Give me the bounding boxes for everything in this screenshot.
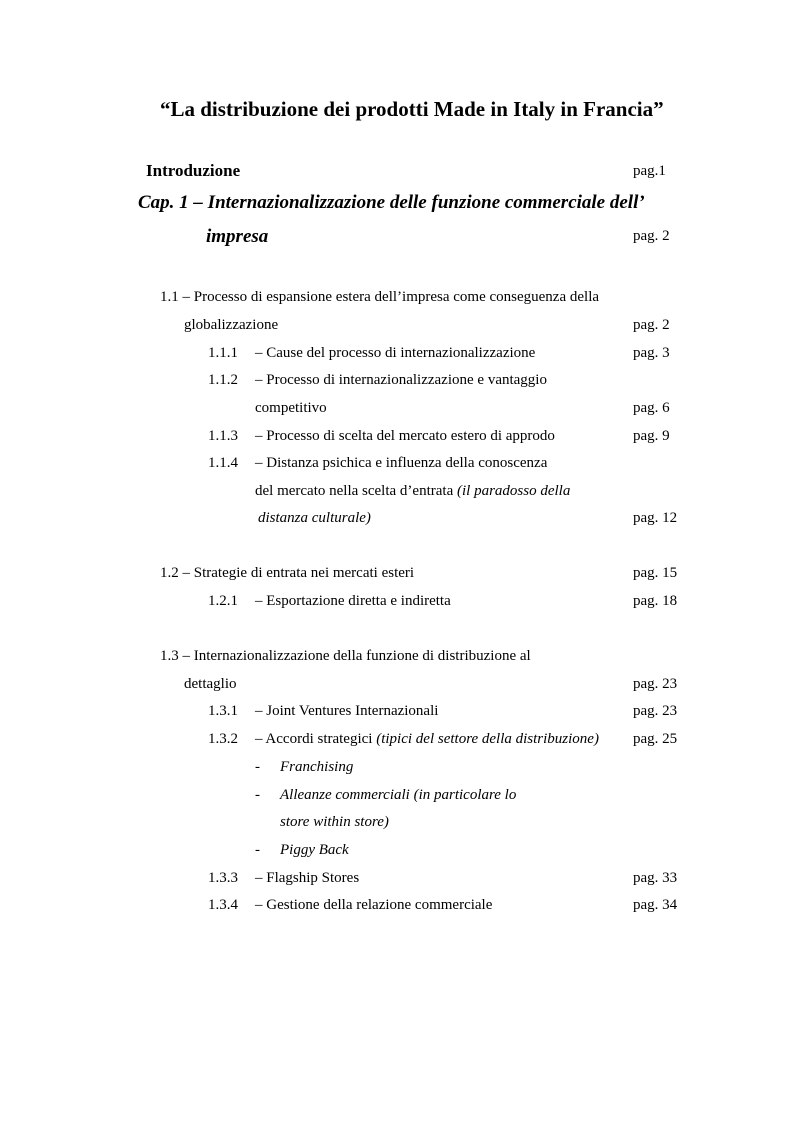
toc-1-1-3-page: pag. 9 bbox=[633, 428, 670, 444]
toc-1-1-4-line2 bbox=[255, 484, 570, 499]
toc-1-2-line1: 1.2 – Strategie di entrata nei mercati esteri bbox=[160, 565, 415, 581]
toc-bullet-alleanze-line2: store within store) bbox=[280, 814, 389, 830]
toc-1-1-4-num: 1.1.4 bbox=[208, 455, 238, 471]
toc-intro-page: pag.1 bbox=[633, 163, 666, 179]
toc-bullet-franchising: Franchising bbox=[280, 759, 354, 775]
toc-bullet-alleanze-line1: Alleanze commerciali (in particolare lo bbox=[280, 787, 517, 803]
toc-1-1-line1: 1.1 – Processo di espansione estera dell’impresa come conseguenza della bbox=[160, 289, 600, 305]
toc-1-1-2-line2: competitivo bbox=[255, 400, 327, 416]
toc-1-3-1-page: pag. 23 bbox=[633, 703, 678, 719]
toc-1-1-1-page: pag. 3 bbox=[633, 345, 670, 361]
toc-chapter1-line2: impresa bbox=[206, 226, 269, 247]
toc-intro-label: Introduzione bbox=[146, 161, 241, 180]
toc-1-1-3-num: 1.1.3 bbox=[208, 428, 238, 444]
toc-1-3-2-text bbox=[255, 732, 599, 747]
toc-1-3-2-num: 1.3.2 bbox=[208, 731, 238, 747]
toc-1-1-1-num: 1.1.1 bbox=[208, 345, 238, 361]
toc-1-2-page: pag. 15 bbox=[633, 565, 678, 581]
toc-1-3-2-page: pag. 25 bbox=[633, 731, 678, 747]
toc-1-1-2-page: pag. 6 bbox=[633, 400, 670, 416]
toc-1-1-page: pag. 2 bbox=[633, 317, 670, 333]
toc-1-3-2-text-main: – Accordi strategici bbox=[255, 731, 373, 747]
toc-1-1-4-line3: distanza culturale) bbox=[258, 510, 371, 526]
toc-1-1-2-num: 1.1.2 bbox=[208, 372, 238, 388]
bullet-dash: - bbox=[255, 842, 260, 858]
toc-1-3-4-page: pag. 34 bbox=[633, 897, 678, 913]
toc-1-3-3-page: pag. 33 bbox=[633, 870, 678, 886]
toc-1-3-1-num: 1.3.1 bbox=[208, 703, 238, 719]
toc-1-2-1-text: – Esportazione diretta e indiretta bbox=[255, 593, 451, 609]
toc-1-3-line1: 1.3 – Internazionalizzazione della funzione di distribuzione al bbox=[160, 648, 531, 664]
toc-1-3-3-text: – Flagship Stores bbox=[255, 870, 360, 886]
toc-1-3-2-text-italic: (tipici del settore della distribuzione) bbox=[376, 731, 599, 747]
toc-bullet-piggy-back: Piggy Back bbox=[280, 842, 349, 858]
toc-1-1-3-text: – Processo di scelta del mercato estero di approdo bbox=[255, 428, 555, 444]
toc-1-1-4-page: pag. 12 bbox=[633, 510, 678, 526]
toc-1-1-line2: globalizzazione bbox=[184, 317, 279, 333]
toc-1-1-4-line2-italic: (il paradosso della bbox=[456, 483, 571, 499]
toc-1-3-4-num: 1.3.4 bbox=[208, 897, 238, 913]
toc-1-1-4-line1: – Distanza psichica e influenza della conoscenza bbox=[255, 455, 548, 471]
toc-1-3-4-text: – Gestione della relazione commerciale bbox=[255, 897, 493, 913]
toc-1-2-1-page: pag. 18 bbox=[633, 593, 678, 609]
toc-1-2-1-num: 1.2.1 bbox=[208, 593, 238, 609]
document-title: “La distribuzione dei prodotti Made in Italy in Francia” bbox=[160, 97, 664, 121]
toc-1-1-4-line2-text: del mercato nella scelta d’entrata bbox=[255, 483, 454, 499]
toc-1-3-page: pag. 23 bbox=[633, 676, 678, 692]
toc-1-3-3-num: 1.3.3 bbox=[208, 870, 238, 886]
toc-1-3-1-text: – Joint Ventures Internazionali bbox=[255, 703, 439, 719]
toc-1-1-2-line1: – Processo di internazionalizzazione e vantaggio bbox=[255, 372, 547, 388]
bullet-dash: - bbox=[255, 787, 260, 803]
toc-1-3-line2: dettaglio bbox=[184, 676, 237, 692]
bullet-dash: - bbox=[255, 759, 260, 775]
toc-chapter1-line1: Cap. 1 – Internazionalizzazione delle funzione commerciale dell’ bbox=[138, 192, 645, 213]
toc-chapter1-page: pag. 2 bbox=[633, 228, 670, 244]
toc-1-1-1-text: – Cause del processo di internazionalizzazione bbox=[255, 345, 536, 361]
